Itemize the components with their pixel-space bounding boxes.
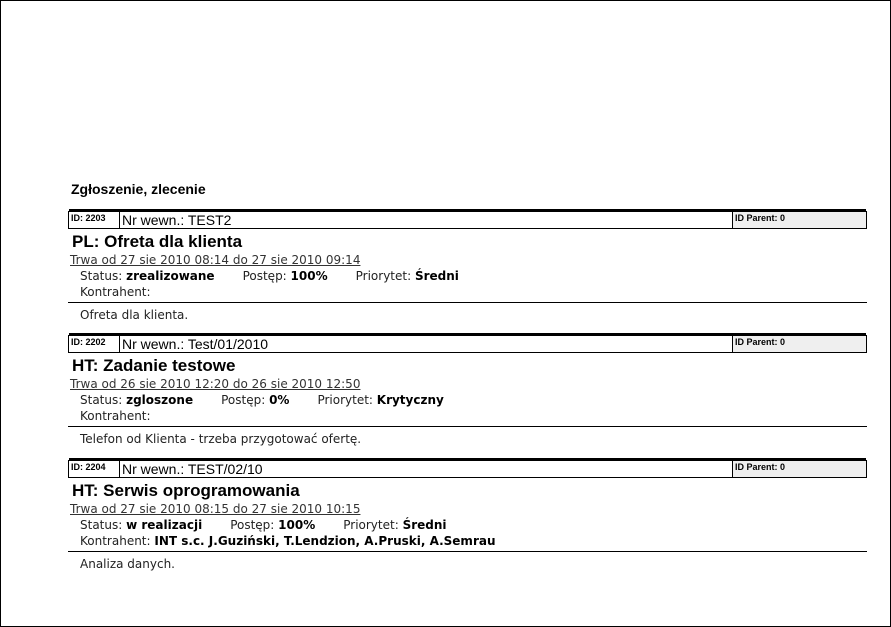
entry-header-row — [68, 460, 867, 478]
priority-value: Krytyczny — [376, 393, 444, 407]
entry-header-row — [68, 335, 867, 353]
entry-id: ID: 2202 — [69, 336, 120, 352]
priority-value: Średni — [402, 518, 447, 532]
status-label: Status: — [80, 393, 127, 407]
progress-value: 100% — [290, 269, 328, 283]
contractor-label: Kontrahent: — [80, 409, 151, 423]
entry-internal-number: Nr wewn.: TEST/02/10 — [122, 461, 263, 477]
entry-parent-id: ID Parent: 0 — [732, 212, 866, 228]
entry-meta-line — [80, 268, 867, 284]
task-entry — [68, 208, 867, 329]
entry-contractor-line — [80, 408, 867, 424]
entry-id: ID: 2204 — [69, 461, 120, 477]
entry-header-row — [68, 211, 867, 229]
entry-dates-link[interactable]: Trwa od 27 sie 2010 08:15 do 27 sie 2010 10:15 — [70, 502, 361, 516]
contractor-label: Kontrahent: — [80, 534, 155, 548]
entry-title: HT: Serwis oprogramowania — [72, 481, 300, 500]
priority-label: Priorytet: — [317, 393, 377, 407]
entry-description: Telefon od Klienta - trzeba przygotować ofertę. — [68, 426, 867, 453]
task-entry — [68, 457, 867, 578]
entry-contractor-line — [80, 533, 867, 549]
entry-dates-link[interactable]: Trwa od 27 sie 2010 08:14 do 27 sie 2010 09:14 — [70, 253, 361, 267]
status-value: zgloszone — [126, 393, 194, 407]
progress-label: Postęp: — [230, 518, 279, 532]
contractor-value: INT s.c. J.Guziński, T.Lendzion, A.Pruski, A.Semrau — [154, 534, 496, 548]
entry-dates-link[interactable]: Trwa od 26 sie 2010 12:20 do 26 sie 2010 12:50 — [70, 377, 361, 391]
entry-parent-id: ID Parent: 0 — [732, 461, 866, 477]
entry-internal-number: Nr wewn.: TEST2 — [122, 212, 232, 228]
entry-title: PL: Ofreta dla klienta — [72, 232, 243, 251]
progress-value: 100% — [278, 518, 316, 532]
entry-meta-line — [80, 392, 867, 408]
priority-value: Średni — [414, 269, 459, 283]
priority-label: Priorytet: — [343, 518, 403, 532]
entry-title: HT: Zadanie testowe — [72, 356, 236, 375]
status-value: zrealizowane — [126, 269, 215, 283]
progress-value: 0% — [269, 393, 290, 407]
task-entry — [68, 332, 867, 453]
status-label: Status: — [80, 518, 127, 532]
status-value: w realizacji — [126, 518, 203, 532]
entry-contractor-line — [80, 284, 867, 300]
contractor-label: Kontrahent: — [80, 285, 151, 299]
section-title: Zgłoszenie, zlecenie — [71, 181, 206, 197]
entry-id: ID: 2203 — [69, 212, 120, 228]
entry-description: Analiza danych. — [68, 551, 867, 578]
entry-internal-number: Nr wewn.: Test/01/2010 — [122, 336, 269, 352]
progress-label: Postęp: — [221, 393, 270, 407]
entry-meta-line — [80, 517, 867, 533]
status-label: Status: — [80, 269, 127, 283]
entry-description: Ofreta dla klienta. — [68, 302, 867, 329]
progress-label: Postęp: — [242, 269, 291, 283]
priority-label: Priorytet: — [355, 269, 415, 283]
entry-parent-id: ID Parent: 0 — [732, 336, 866, 352]
